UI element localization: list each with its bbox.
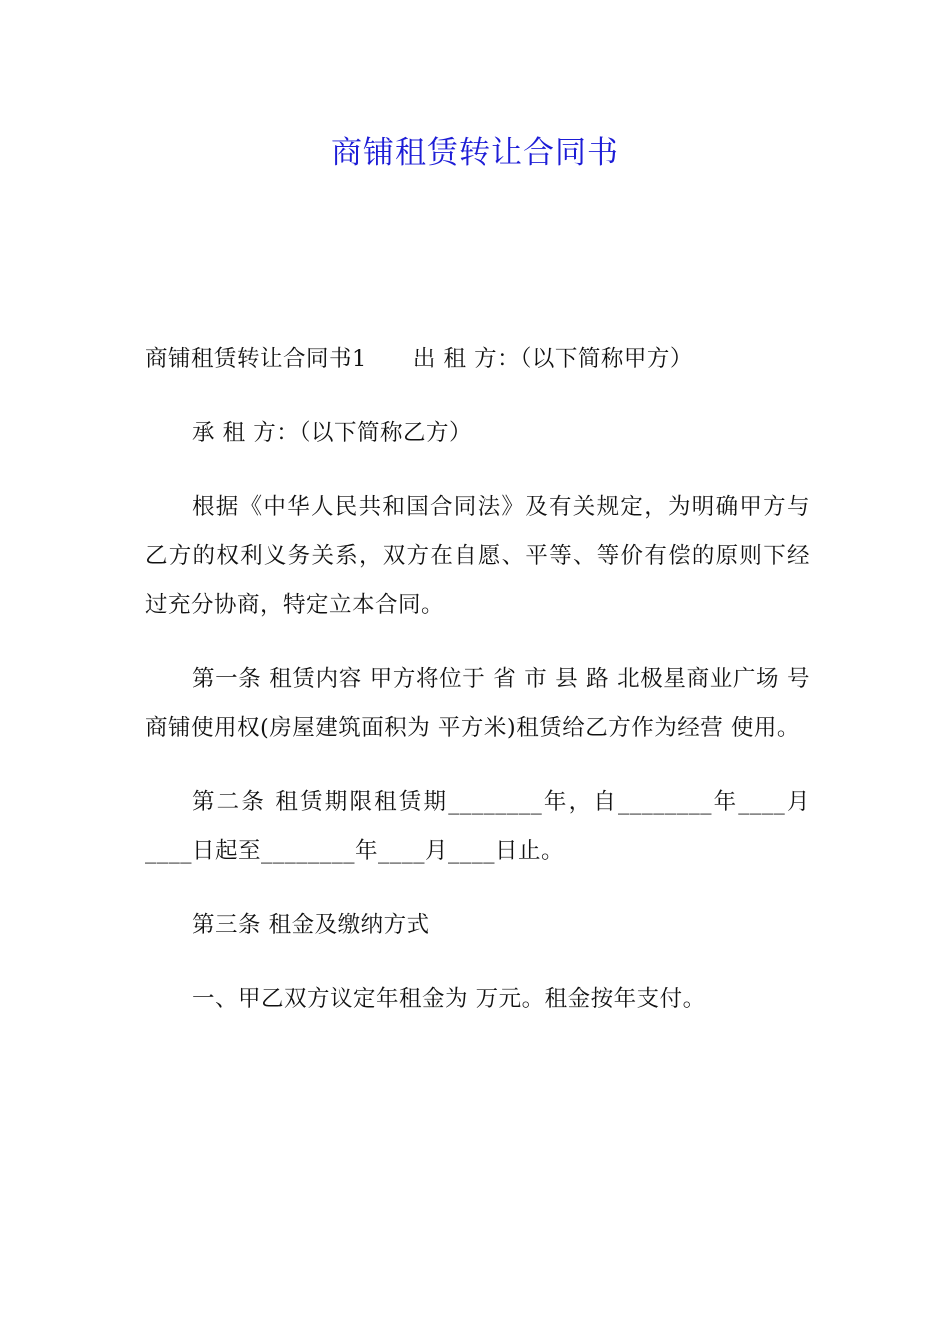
lessee-line: 承 租 方：（以下简称乙方） <box>192 420 473 446</box>
document-title: 商铺租赁转让合同书 <box>331 135 619 171</box>
lessor-line: 出 租 方：（以下简称甲方） <box>412 346 693 372</box>
preamble-paragraph: 根据《中华人民共和国合同法》及有关规定，为明确甲方与乙方的权利义务关系，双方在自愿、平等、等价有偿的原则下经过充分协商，特定立本合同。 <box>145 494 810 618</box>
article-2-paragraph: 第二条 租赁期限租赁期________年，自________年____月____日起至________年____月____日止。 <box>145 789 810 864</box>
document-body <box>145 335 810 1049</box>
article-3-heading: 第三条 租金及缴纳方式 <box>192 912 430 938</box>
article-3-item-1: 一、甲乙双方议定年租金为 万元。租金按年支付。 <box>192 986 706 1012</box>
contract-heading: 商铺租赁转让合同书1 <box>145 346 367 372</box>
article-1-paragraph: 第一条 租赁内容 甲方将位于 省 市 县 路 北极星商业广场 号商铺使用权(房屋建筑面积为 平方米)租赁给乙方作为经营 使用。 <box>145 666 810 741</box>
paragraph-heading-line <box>145 335 810 384</box>
